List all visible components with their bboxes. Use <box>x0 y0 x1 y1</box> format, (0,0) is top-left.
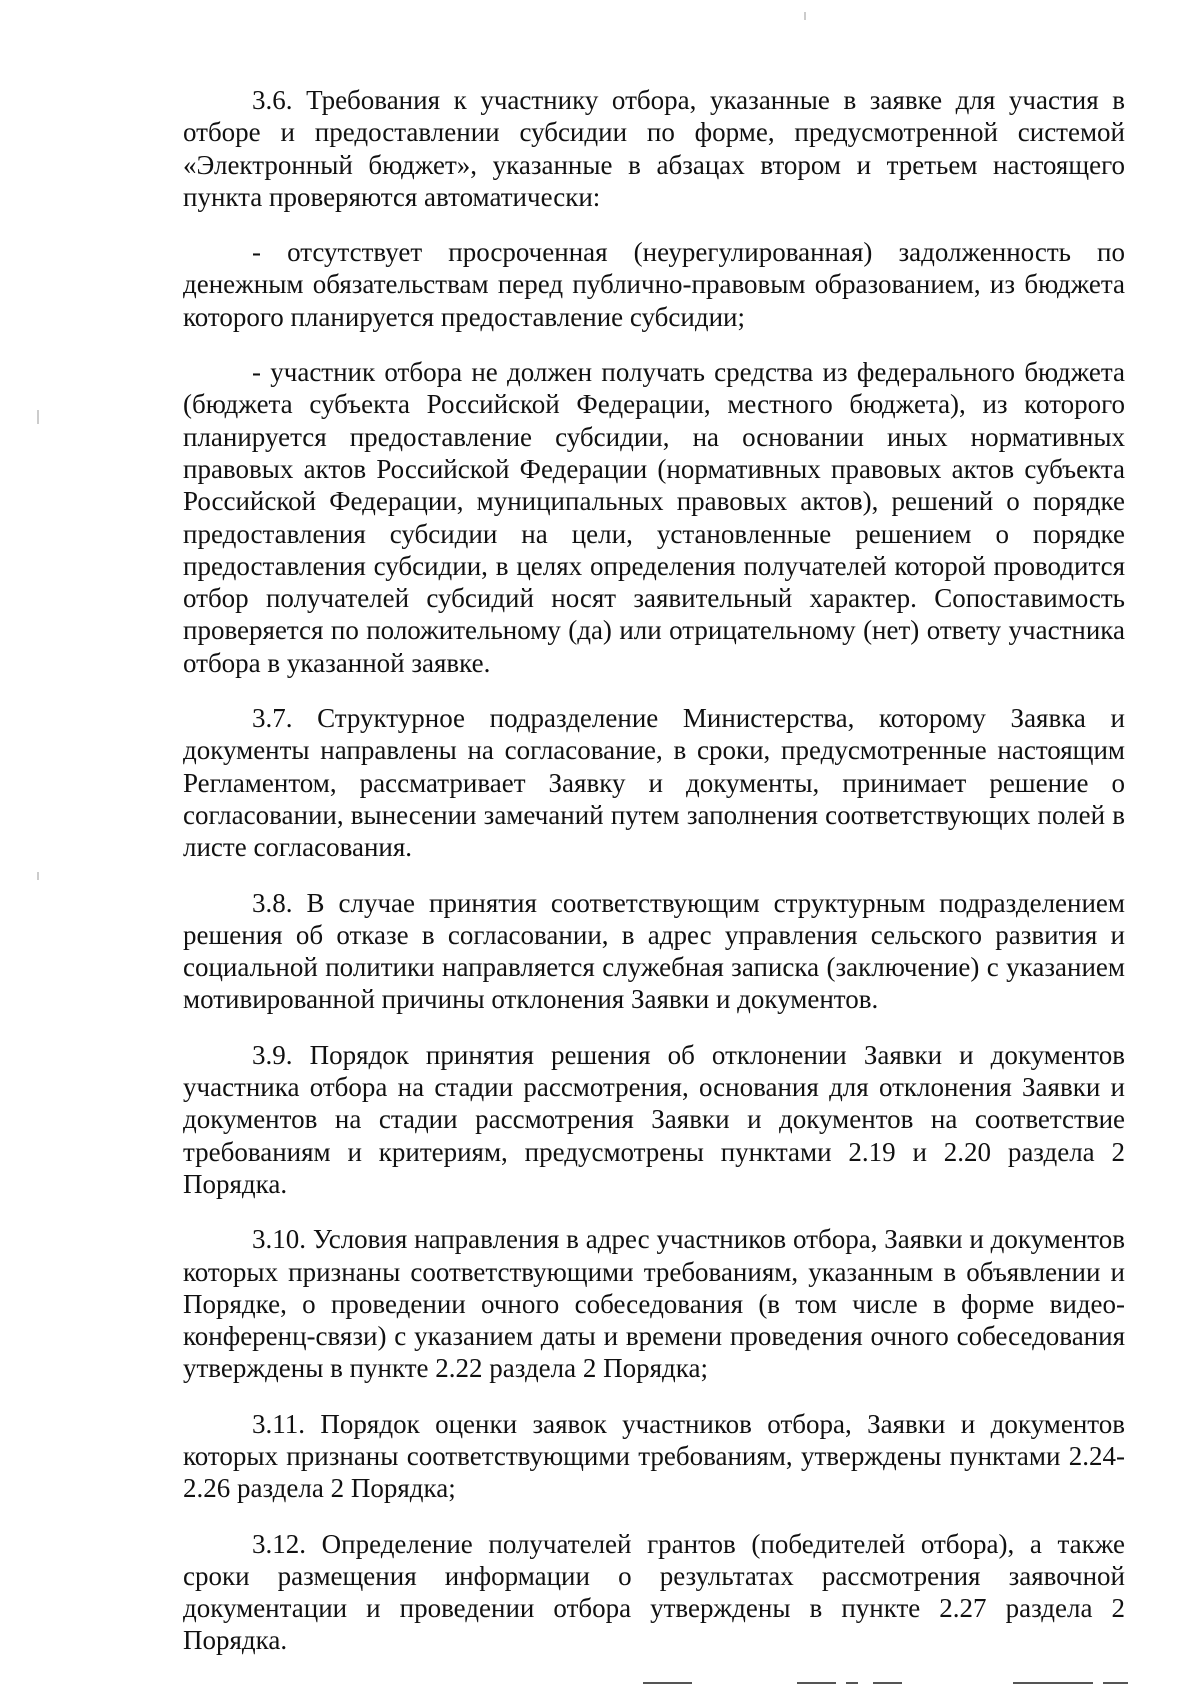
paragraph-3-11: 3.11. Порядок оценки заявок участников отбора, Заявки и документов которых признаны соответствующими требованиям, утверждены пунктами 2.24-2.26 раздела 2 Порядка; <box>183 1408 1125 1504</box>
paragraph-3-6-item-2: - участник отбора не должен получать средства из федерального бюджета (бюджета субъекта Российской Федерации, местного бюджета), из которого планируется предоставление субсидии, на основании иных нормативных правовых актов Российской Федерации (нормативных правовых актов субъекта Российской Федерации, муниципальных правовых актов), решений о порядке предоставления субсидии на цели, установленные решением о порядке предоставления субсидии, в целях определения получателей которой проводится отбор получателей субсидий носят заявительный характер. Сопоставимость проверяется по положительному (да) или отрицательному (нет) ответу участника отбора в указанной заявке. <box>183 357 1125 678</box>
paragraph-3-8: 3.8. В случае принятия соответствующим структурным подразделением решения об отказе в согласовании, в адрес управления сельского развития и социальной политики направляется служебная записка (заключение) с указанием мотивированной причины отклонения Заявки и документов. <box>183 887 1125 1015</box>
document-body <box>183 84 1125 1657</box>
paragraph-3-12: 3.12. Определение получателей грантов (победителей отбора), а также сроки размещения информации о результатах рассмотрения заявочной документации и проведении отбора утверждены в пункте 2.27 раздела 2 Порядка. <box>183 1528 1125 1656</box>
paragraph-3-10: 3.10. Условия направления в адрес участников отбора, Заявки и документов которых признаны соответствующими требованиям, указанным в объявлении и Порядке, о проведении очного собеседования (в том числе в форме видео-конференц-связи) с указанием даты и времени проведения очного собеседования утверждены в пункте 2.22 раздела 2 Порядка; <box>183 1224 1125 1384</box>
paragraph-3-9: 3.9. Порядок принятия решения об отклонении Заявки и документов участника отбора на стадии рассмотрения, основания для отклонения Заявки и документов на стадии рассмотрения Заявки и документов на соответствие требованиям и критериям, предусмотрены пунктами 2.19 и 2.20 раздела 2 Порядка. <box>183 1039 1125 1199</box>
paragraph-3-6: 3.6. Требования к участнику отбора, указанные в заявке для участия в отборе и предоставлении субсидии по форме, предусмотренной системой «Электронный бюджет», указанные в абзацах втором и третьем настоящего пункта проверяются автоматически: <box>183 85 1125 212</box>
paragraph-3-7: 3.7. Структурное подразделение Министерства, которому Заявка и документы направлены на согласование, в сроки, предусмотренные настоящим Регламентом, рассматривает Заявку и документы, принимает решение о согласовании, вынесении замечаний путем заполнения соответствующих полей в листе согласования. <box>183 703 1125 863</box>
paragraph-3-6-item-1: - отсутствует просроченная (неурегулированная) задолженность по денежным обязательствам перед публично-правовым образованием, из бюджета которого планируется предоставление субсидии; <box>183 237 1125 332</box>
